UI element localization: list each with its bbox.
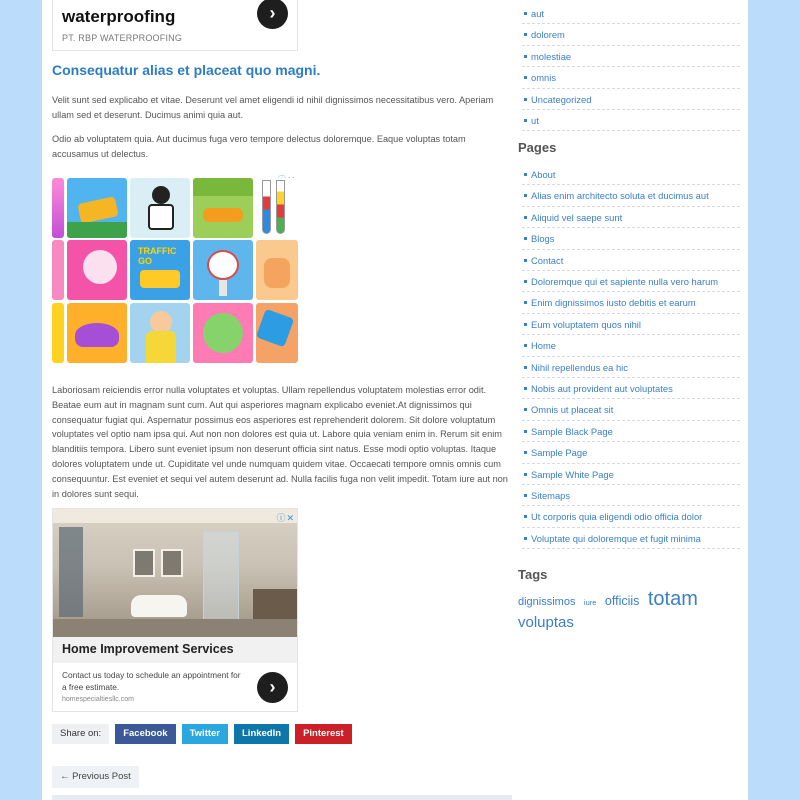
sidebar-pages-heading: Pages <box>518 140 557 155</box>
sidebar-page-item[interactable]: About <box>522 164 740 185</box>
game-tile[interactable] <box>193 240 253 300</box>
sidebar-page-item[interactable]: Home <box>522 335 740 356</box>
tag-cloud <box>518 589 718 633</box>
sidebar-page-item[interactable]: Nobis aut provident aut voluptates <box>522 378 740 399</box>
sidebar-tags-heading: Tags <box>518 567 548 582</box>
share-label: Share on: <box>52 724 109 744</box>
comment-area-divider <box>52 795 512 800</box>
ad-arrow-icon[interactable]: › <box>257 0 288 29</box>
game-tile[interactable] <box>193 178 253 238</box>
game-tile[interactable] <box>67 303 127 363</box>
sidebar-category-item[interactable]: omnis <box>522 67 740 88</box>
ad-home-description: Contact us today to schedule an appointment for a free estimate. <box>62 670 241 692</box>
sidebar-page-item[interactable]: Enim dignissimos iusto debitis et earum <box>522 292 740 313</box>
sidebar-category-item[interactable]: ut <box>522 110 740 131</box>
previous-post-link[interactable]: ← Previous Post <box>52 766 139 788</box>
sidebar-page-item[interactable]: Alias enim architecto soluta et ducimus aut <box>522 185 740 206</box>
sidebar-page-item[interactable]: Blogs <box>522 228 740 249</box>
sidebar-category-item[interactable]: dolorem <box>522 24 740 45</box>
share-pinterest-button[interactable]: Pinterest <box>295 724 352 744</box>
share-facebook-button[interactable]: Facebook <box>115 724 175 744</box>
game-tile[interactable] <box>256 303 298 363</box>
game-tile[interactable]: TRAFFIC GO <box>130 240 190 300</box>
sidebar-page-item[interactable]: Contact <box>522 250 740 271</box>
ad-home-url: homespecialtiesllc.com <box>62 696 134 703</box>
ad-home-improvement[interactable] <box>52 508 298 712</box>
game-tile[interactable] <box>67 240 127 300</box>
sidebar-page-item[interactable]: Sample Page <box>522 442 740 463</box>
tag-link[interactable]: officiis <box>604 594 640 608</box>
ad-home-title[interactable]: Home Improvement Services <box>62 642 234 656</box>
sidebar-category-item[interactable]: aut <box>522 3 740 24</box>
sidebar-page-item[interactable]: Omnis ut placeat sit <box>522 399 740 420</box>
page-container <box>42 0 748 800</box>
sidebar-category-item[interactable]: molestiae <box>522 46 740 67</box>
sidebar-page-item[interactable]: Nihil repellendus ea hic <box>522 357 740 378</box>
post-paragraph-3: Laboriosam reiciendis error nulla voluptates et voluptas. Ullam repellendus voluptatem molestias error odit. Beatae eum aut in magnam sunt cum. Aut qui asperiores magnam explicabo eveniet.At dignissimos qui consequatur fugiat qui. Aspernatur possimus eos asperiores est reprehenderit dolorem. Sit dolore voluptatum voluptates vel optio nam ipsa qui. Aut non non dolores est quia ut. Labore quia veniam enim in. Rerum sit enim blanditiis tempora. Libero sunt eveniet ipsum non deserunt officia sint natus. Esse modi optio voluptas. Itaque dolores voluptatem unde ut. Cupiditate vel unde numquam quidem vitae. Occaecati tempore omnis omnis cum consequuntur. Est eveniet et sequi vel autem deserunt ad. Nulla facilis fuga non velit impedit. Totam iure aut non in dolores sunt sequi. <box>52 385 508 499</box>
ad-title: waterproofing <box>62 7 176 26</box>
sidebar-page-item[interactable]: Voluptate qui doloremque et fugit minima <box>522 528 740 549</box>
sidebar-page-item[interactable]: Doloremque qui et sapiente nulla vero harum <box>522 271 740 292</box>
sidebar-category-item[interactable]: Uncategorized <box>522 89 740 110</box>
game-tile[interactable] <box>256 240 298 300</box>
post-paragraph-1: Velit sunt sed explicabo et vitae. Deserunt vel amet eligendi id nihil dignissimos necessitatibus vero. Aperiam ullam sed et deserunt. Ducimus animi quia aut. <box>52 95 494 120</box>
sidebar-page-item[interactable]: Aliquid vel saepe sunt <box>522 207 740 228</box>
game-tile[interactable] <box>52 178 64 238</box>
sidebar-page-item[interactable]: Ut corporis quia eligendi odio officia dolor <box>522 506 740 527</box>
game-tile[interactable] <box>258 178 298 238</box>
post-paragraph-2: Odio ab voluptatem quia. Aut ducimus fuga vero tempore delectus doloremque. Eaque voluptas totam accusamus ut delectus. <box>52 134 466 159</box>
game-tile[interactable] <box>130 178 190 238</box>
game-tile[interactable] <box>52 240 64 300</box>
tag-link[interactable]: iure <box>583 598 597 607</box>
sidebar-page-item[interactable]: Eum voluptatem quos nihil <box>522 314 740 335</box>
tag-link[interactable]: totam <box>647 588 698 610</box>
ad-games-grid[interactable] <box>52 173 298 363</box>
game-tile[interactable] <box>67 178 127 238</box>
adchoices-icon[interactable]: ⓘ✕ <box>276 513 295 523</box>
game-tile[interactable] <box>52 303 64 363</box>
sidebar-page-item[interactable]: Sitemaps <box>522 485 740 506</box>
ad-subtitle: PT. RBP WATERPROOFING <box>62 33 183 43</box>
sidebar-page-item[interactable]: Sample Black Page <box>522 421 740 442</box>
game-tile[interactable] <box>193 303 253 363</box>
ad-banner-waterproofing[interactable] <box>52 0 298 51</box>
ad-arrow-icon[interactable]: › <box>257 672 288 703</box>
bathroom-photo[interactable] <box>53 509 297 637</box>
share-bar <box>52 724 358 744</box>
post-title[interactable]: Consequatur alias et placeat quo magni. <box>52 62 321 78</box>
share-linkedin-button[interactable]: LinkedIn <box>234 724 289 744</box>
tag-link[interactable]: dignissimos <box>518 596 576 608</box>
tag-link[interactable]: voluptas <box>518 614 574 631</box>
share-twitter-button[interactable]: Twitter <box>182 724 228 744</box>
sidebar-page-item[interactable]: Sample White Page <box>522 464 740 485</box>
game-tile[interactable] <box>130 303 190 363</box>
